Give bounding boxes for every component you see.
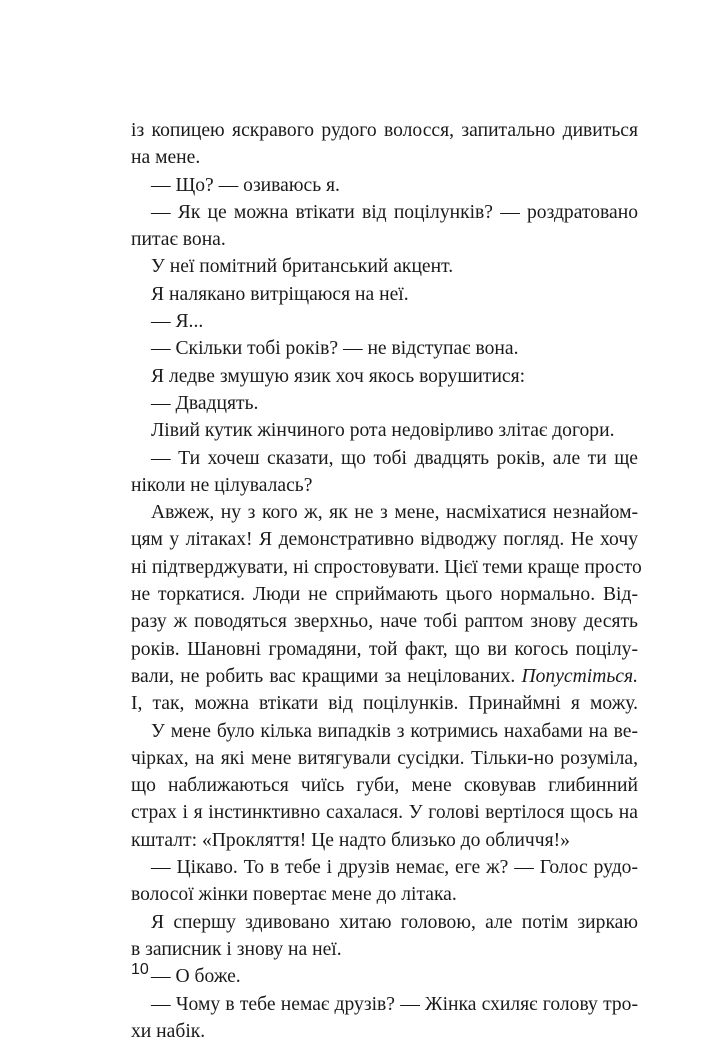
text-line: У мене було кілька випадків з котримись нахабами на ве- [151, 720, 638, 742]
text-line: волосої жінки повертає мене до літака. [131, 884, 457, 906]
text-line: Я налякано витріщаюся на неї. [151, 283, 409, 305]
text-line: не торкатися. Люди не сприймають цього нормально. Від- [131, 584, 638, 606]
text-line: питає вона. [131, 229, 226, 251]
text-line: Я спершу здивовано хитаю головою, але потім зиркаю [151, 911, 638, 933]
text-line: страх і я інстинктивно сахалася. У голові вертілося щось на [131, 802, 638, 824]
text-line: ніколи не цілувалась? [131, 474, 313, 496]
emphasis-text: Попустіться. [521, 665, 638, 687]
text-line: — О боже. [151, 966, 241, 988]
text-line: — Ти хочеш сказати, що тобі двадцять років, але ти ще [151, 447, 638, 469]
text-line: — Як це можна втікати від поцілунків? — роздратовано [151, 201, 638, 223]
text-line: Авжеж, ну з кого ж, як не з мене, насміхатися незнайом- [151, 502, 638, 524]
text-line: — Двадцять. [151, 392, 259, 414]
text-line: Я ледве змушую язик хоч якось ворушитися: [151, 365, 526, 387]
text-line: що наближаються чиїсь губи, мене сковував глибинний [131, 775, 638, 797]
text-line: — Що? — озиваюсь я. [151, 174, 340, 196]
text-segment: вали, не робить вас кращими за нецілованих. [131, 665, 516, 687]
text-line [131, 663, 638, 690]
text-line: цям у літаках! Я демонстративно відводжу погляд. Не хочу [131, 529, 638, 551]
text-line: із копицею яскравого рудого волосся, запитально дивиться [131, 120, 638, 141]
text-line: в записник і знову на неї. [131, 938, 342, 960]
text-line: на мене. [131, 147, 201, 169]
text-line: — Я... [151, 311, 204, 333]
text-line: — Чому в тебе немає друзів? — Жінка схиляє голову тро- [151, 993, 638, 1015]
text-line: хи набік. [131, 1020, 206, 1042]
text-line: кшталт: «Прокляття! Це надто близько до обличчя!» [131, 829, 570, 851]
text-line: У неї помітний британський акцент. [151, 256, 454, 278]
text-line: — Скільки тобі років? — не відступає вона. [151, 338, 519, 360]
body-text [131, 117, 642, 1045]
text-line: — Цікаво. То в тебе і друзів немає, еге ж? — Голос рудо- [151, 857, 638, 879]
text-line: Лівий кутик жінчиного рота недовірливо злітає догори. [151, 420, 615, 442]
text-line: І, так, можна втікати від поцілунків. Принаймні я можу. [131, 693, 638, 715]
text-line: разу ж поводяться зверхньо, наче тобі раптом знову десять [131, 611, 638, 633]
text-line: років. Шановні громадяни, той факт, що ви когось поцілу- [131, 638, 638, 660]
text-line: ні підтверджувати, ні спростовувати. Цієї теми краще просто [131, 556, 642, 578]
text-line: чірках, на які мене витягували сусідки. Тільки-но розуміла, [131, 747, 638, 769]
page-number: 10 [131, 961, 149, 978]
